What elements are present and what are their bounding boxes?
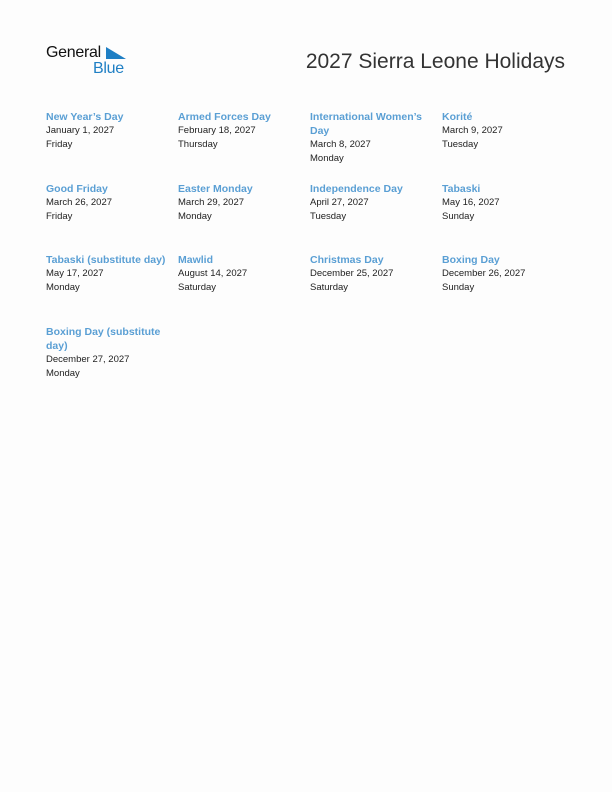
holiday-date: December 27, 2027 (46, 353, 130, 365)
holiday-entry (442, 252, 574, 324)
holiday-weekday: Sunday (442, 210, 475, 222)
holiday-date: January 1, 2027 (46, 125, 115, 136)
holiday-entry (46, 324, 178, 396)
holiday-name: Mawlid (178, 254, 214, 266)
logo-text-general: General (46, 44, 101, 61)
holiday-name: Tabaski (442, 182, 481, 195)
holiday-name: Boxing Day (substitute day) (46, 325, 161, 352)
holiday-date: December 26, 2027 (442, 268, 526, 279)
holiday-entry (178, 252, 310, 324)
holiday-weekday: Saturday (178, 282, 217, 293)
holiday-weekday: Monday (178, 210, 212, 222)
logo-flag-icon (106, 47, 126, 61)
holiday-weekday: Friday (46, 139, 73, 150)
holiday-weekday: Monday (46, 282, 80, 293)
holiday-weekday: Tuesday (310, 210, 347, 222)
page-title: 2027 Sierra Leone Holidays (305, 50, 565, 73)
holiday-entry (310, 181, 442, 253)
holiday-name: Easter Monday (178, 182, 253, 195)
holiday-name: Boxing Day (442, 254, 500, 266)
holiday-weekday: Monday (46, 367, 80, 379)
holiday-entry (46, 181, 178, 253)
holiday-name: International Women’s Day (310, 111, 423, 137)
holiday-date: February 18, 2027 (178, 125, 256, 136)
holiday-entry (46, 252, 178, 324)
holiday-date: March 8, 2027 (310, 139, 371, 150)
holiday-name: Tabaski (substitute day) (46, 254, 166, 266)
holiday-name: Christmas Day (310, 254, 384, 266)
holiday-name: New Year’s Day (46, 111, 124, 123)
holiday-name: Armed Forces Day (178, 111, 271, 123)
holiday-entry (442, 181, 574, 253)
holiday-name: Korité (442, 111, 473, 123)
logo (46, 44, 136, 80)
holiday-entry (46, 109, 178, 181)
holiday-entry (310, 109, 442, 181)
holiday-weekday: Thursday (178, 139, 218, 150)
holiday-entry (310, 252, 442, 324)
holiday-date: May 16, 2027 (442, 196, 500, 208)
logo-text-blue: Blue (93, 60, 124, 77)
holiday-entry (442, 109, 574, 181)
holiday-date: December 25, 2027 (310, 268, 394, 279)
holiday-weekday: Friday (46, 210, 73, 222)
holiday-grid (46, 109, 576, 395)
holiday-name: Independence Day (310, 182, 403, 195)
holiday-date: March 29, 2027 (178, 196, 245, 208)
holiday-date: May 17, 2027 (46, 268, 104, 279)
holiday-date: March 9, 2027 (442, 125, 503, 136)
holiday-weekday: Tuesday (442, 139, 479, 150)
holiday-entry (178, 109, 310, 181)
holiday-date: March 26, 2027 (46, 196, 113, 208)
holiday-entry (178, 181, 310, 253)
holiday-date: August 14, 2027 (178, 268, 248, 279)
holiday-date: April 27, 2027 (310, 196, 369, 208)
holiday-weekday: Saturday (310, 282, 349, 293)
holiday-weekday: Sunday (442, 282, 475, 293)
holiday-weekday: Monday (310, 153, 344, 164)
holiday-name: Good Friday (46, 182, 108, 195)
